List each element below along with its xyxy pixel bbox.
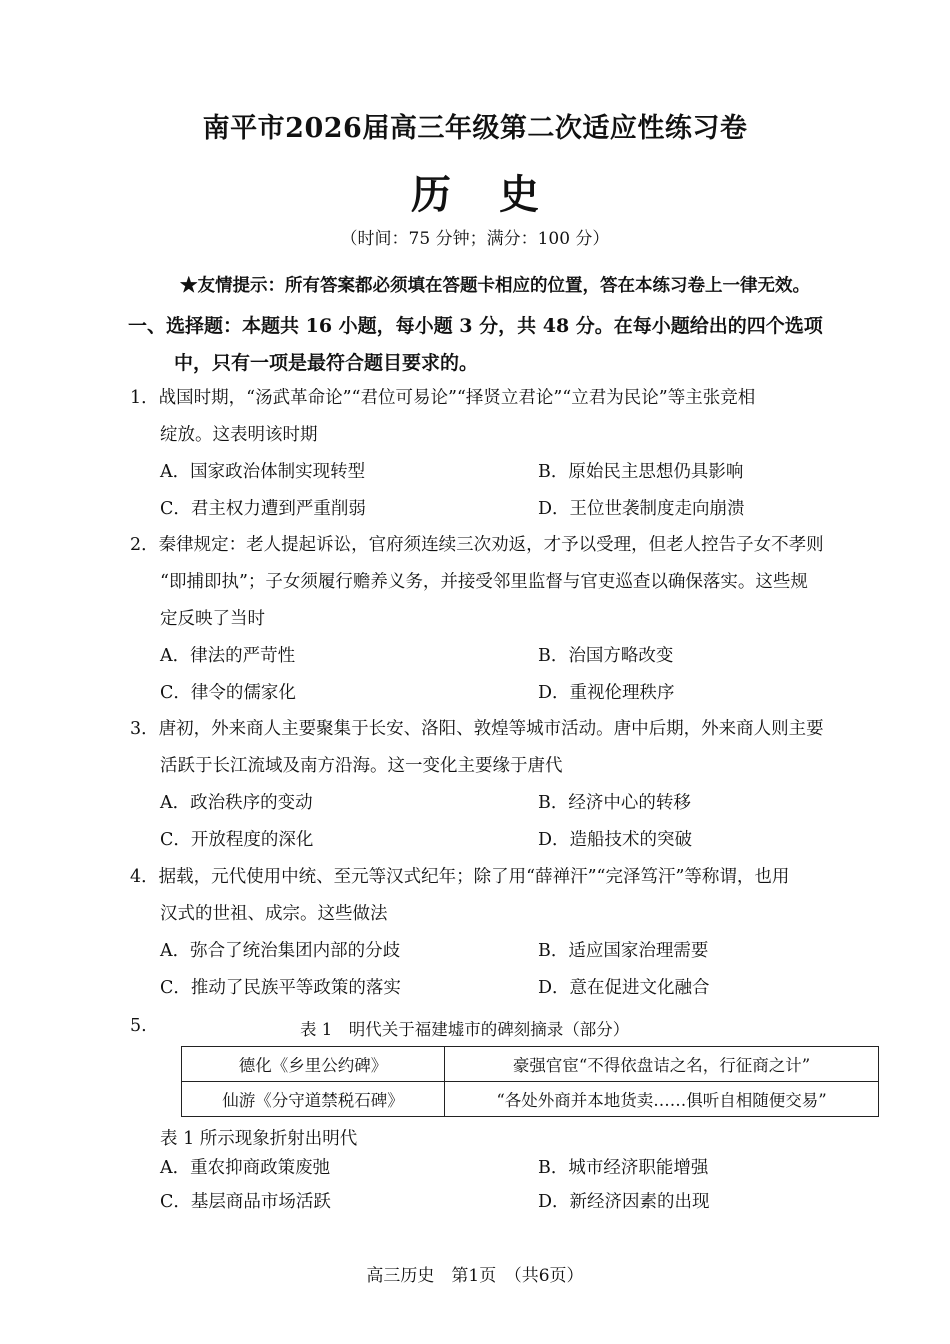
section-heading <box>128 308 913 382</box>
option-d: D．王位世袭制度走向崩溃 <box>538 499 745 519</box>
question-stem-line: 绽放。这表明该时期 <box>160 425 318 445</box>
subject-title: 历史 <box>411 171 587 218</box>
question-5-options <box>160 1152 910 1220</box>
question-stem-line: 2．秦律规定：老人提起诉讼，官府须连续三次劝返，才予以受理，但老人控告子女不孝则 <box>130 535 824 555</box>
option-c: C．律令的儒家化 <box>160 683 296 703</box>
table-row <box>182 1082 879 1117</box>
inscription-table <box>181 1046 879 1117</box>
question-4-stem <box>130 859 910 933</box>
question-3-stem <box>130 711 910 785</box>
option-d: D．造船技术的突破 <box>538 830 693 850</box>
question-stem-line: 1．战国时期，“汤武革命论”“君位可易论”“择贤立君论”“立君为民论”等主张竞相 <box>130 388 756 408</box>
option-b: B．适应国家治理需要 <box>538 941 709 961</box>
option-d: D．意在促进文化融合 <box>538 978 710 998</box>
section-heading-line2: 中，只有一项是最符合题目要求的。 <box>174 352 479 374</box>
option-c: C．推动了民族平等政策的落实 <box>160 978 401 998</box>
question-stem-line: 4．据载，元代使用中统、至元等汉式纪年；除了用“薛禅汗”“完泽笃汗”等称谓，也用 <box>130 867 790 887</box>
option-a: A．国家政治体制实现转型 <box>160 462 366 482</box>
exam-meta: （时间：75 分钟；满分：100 分） <box>340 229 610 249</box>
option-c: C．开放程度的深化 <box>160 830 314 850</box>
option-c: C．基层商品市场活跃 <box>160 1192 331 1212</box>
option-a: A．重农抑商政策废弛 <box>160 1158 331 1178</box>
question-1-stem <box>130 380 910 454</box>
option-b: B．原始民主思想仍具影响 <box>538 462 744 482</box>
question-stem-line: 汉式的世祖、成宗。这些做法 <box>160 904 388 924</box>
question-stem-line: 表 1 所示现象折射出明代 <box>160 1129 358 1149</box>
question-3-options <box>160 785 910 859</box>
table-cell: 德化《乡里公约碑》 <box>182 1047 445 1082</box>
option-b: B．城市经济职能增强 <box>538 1158 709 1178</box>
page-footer: 高三历史 第1页 （共6页） <box>366 1266 584 1286</box>
question-stem-line: 定反映了当时 <box>160 609 265 629</box>
question-stem-line: “即捕即执”；子女须履行赡养义务，并接受邻里监督与官吏巡查以确保落实。这些规 <box>160 572 808 592</box>
table-cell: “各处外商并本地货卖……俱听自相随便交易” <box>445 1082 879 1117</box>
question-2-options <box>160 638 910 712</box>
question-5-number: 5. <box>130 1016 147 1036</box>
friendly-tip: ★友情提示：所有答案都必须填在答题卡相应的位置，答在本练习卷上一律无效。 <box>180 276 810 296</box>
option-b: B．经济中心的转移 <box>538 793 691 813</box>
table-row <box>182 1047 879 1082</box>
question-2-stem <box>130 527 910 638</box>
table-caption: 表 1 明代关于福建墟市的碑刻摘录（部分） <box>300 1020 630 1039</box>
question-4-options <box>160 933 910 1007</box>
option-d: D．重视伦理秩序 <box>538 683 675 703</box>
question-stem-line: 活跃于长江流域及南方沿海。这一变化主要缘于唐代 <box>160 756 563 776</box>
question-stem-line: 3．唐初，外来商人主要聚集于长安、洛阳、敦煌等城市活动。唐中后期，外来商人则主要 <box>130 719 824 739</box>
table-cell: 仙游《分守道禁税石碑》 <box>182 1082 445 1117</box>
option-a: A．弥合了统治集团内部的分歧 <box>160 941 401 961</box>
option-a: A．律法的严苛性 <box>160 646 296 666</box>
section-heading-line1: 一、选择题：本题共 16 小题，每小题 3 分，共 48 分。在每小题给出的四个选项 <box>128 315 823 337</box>
option-c: C．君主权力遭到严重削弱 <box>160 499 366 519</box>
question-1-options <box>160 454 910 528</box>
exam-title: 南平市2026届高三年级第二次适应性练习卷 <box>202 113 748 144</box>
table-cell: 豪强官宦“不得依盘诘之名，行征商之计” <box>445 1047 879 1082</box>
option-a: A．政治秩序的变动 <box>160 793 313 813</box>
option-d: D．新经济因素的出现 <box>538 1192 710 1212</box>
option-b: B．治国方略改变 <box>538 646 674 666</box>
